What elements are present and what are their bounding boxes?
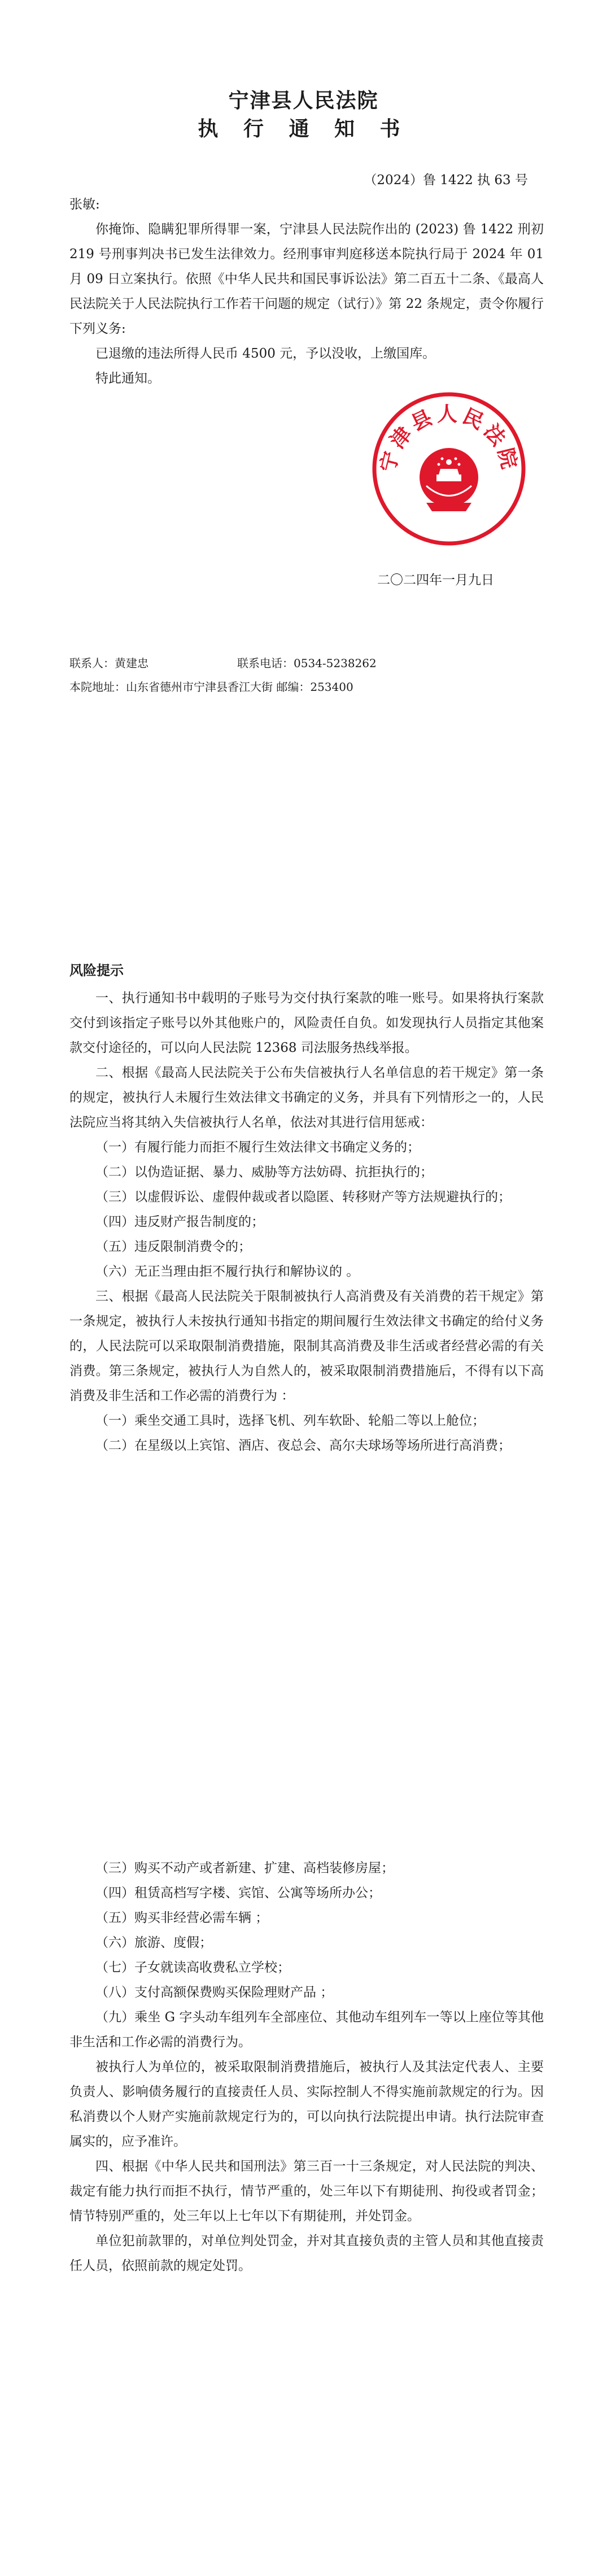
risk-paragraph: （三）购买不动产或者新建、扩建、高档装修房屋； [95,1861,394,1876]
risk-section-1 [69,986,544,1458]
risk-paragraph: （五）违反限制消费令的； [95,1239,251,1254]
seal-text: 宁津县人民法院 [375,402,522,475]
risk-paragraph: （六）旅游、度假； [95,1935,212,1950]
risk-section-2 [69,1856,544,2278]
risk-paragraph: （三）以虚假诉讼、虚假仲裁或者以隐匿、转移财产等方法规避执行的； [95,1190,511,1204]
addressee: 张敏: [69,197,100,212]
court-address: 本院地址：山东省德州市宁津县香江大街 邮编：253400 [69,680,353,694]
issue-date: 二〇二四年一月九日 [377,573,494,588]
risk-paragraph: （六）无正当理由拒不履行执行和解协议的 。 [95,1264,360,1279]
risk-paragraph: （九）乘坐 G 字头动车组列车全部座位、其他动车组列车一等以上座位等其他非生活和工作必需的消费行为。 [69,2010,544,2050]
risk-paragraph: （七）子女就读高收费私立学校； [95,1960,290,1975]
risk-paragraph: 三、根据《最高人民法院关于限制被执行人高消费及有关消费的若干规定》第一条规定，被执行人未按执行通知书指定的期间履行生效法律文书确定的给付义务的，人民法院可以采取限制消费措施，限制其高消费及非生活或者经营必需的有关消费。第三条规定，被执行人为自然人的，被采取限制消费措施后，不得有以下高消费及非生活和工作必需的消费行为 ： [69,1289,544,1403]
court-seal [370,390,528,548]
contact-phone: 联系电话：0534-5238262 [237,656,377,670]
risk-paragraph: （五）购买非经营必需车辆 ； [95,1911,269,1925]
risk-paragraph: 被执行人为单位的，被采取限制消费措施后，被执行人及其法定代表人、主要负责人、影响债务履行的直接责任人员、实际控制人不得实施前款规定的行为。因私消费以个人财产实施前款规定行为的，可以向执行法院提出申请。执行法院审查属实的，应予准许。 [69,2060,544,2149]
document-title: 执 行 通 知 书 [198,117,409,141]
notice-paragraph: 已退缴的违法所得人民币 4500 元，予以没收，上缴国库。 [95,346,436,361]
risk-paragraph: （四）违反财产报告制度的； [95,1215,264,1229]
risk-paragraph: （二）以伪造证据、暴力、威胁等方法妨碍、抗拒执行的； [95,1165,433,1180]
court-title: 宁津县人民法院 [228,89,379,112]
risk-paragraph: （四）租赁高档写字楼、宾馆、公寓等场所办公； [95,1886,381,1900]
risk-paragraph: （二）在星级以上宾馆、酒店、夜总会、高尔夫球场等场所进行高消费； [95,1438,511,1453]
risk-paragraph: （八）支付高额保费购买保险理财产品 ； [95,1985,334,2000]
risk-paragraph: 一、执行通知书中载明的子账号为交付执行案款的唯一账号。如果将执行案款交付到该指定子账号以外其他账户的，风险责任自负。如发现执行人员指定其他案款交付途径的，可以向人民法院 12368 司法服务热线举报。 [69,991,544,1055]
notice-paragraph: 特此通知。 [95,371,160,386]
notice-body [69,192,544,391]
risk-paragraph: 四、根据《中华人民共和国刑法》第三百一十三条规定，对人民法院的判决、裁定有能力执行而拒不执行，情节严重的，处三年以下有期徒刑、拘役或者罚金；情节特别严重的，处三年以上七年以下有期徒刑，并处罚金。 [69,2159,544,2223]
notice-paragraph: 你掩饰、隐瞒犯罪所得罪一案，宁津县人民法院作出的 (2023) 鲁 1422 刑初 219 号刑事判决书已发生法律效力。经刑事审判庭移送本院执行局于 2024 年 01 月 09 日立案执行。依照《中华人民共和国民事诉讼法》第二百五十二条、《最高人民法院关于人民法院执行工作若干问题的规定（试行）》第 22 条规定，责令你履行下列义务: [69,222,544,336]
case-number: （2024）鲁 1422 执 63 号 [364,173,528,188]
contact-person: 联系人：黄建忠 [69,656,149,670]
national-emblem-icon [420,448,478,511]
risk-paragraph: （一）有履行能力而拒不履行生效法律文书确定义务的； [95,1140,420,1155]
risk-paragraph: 单位犯前款罪的，对单位判处罚金，并对其直接负责的主管人员和其他直接责任人员，依照前款的规定处罚。 [69,2234,544,2273]
risk-paragraph: （一）乘坐交通工具时，选择飞机、列车软卧、轮船二等以上舱位； [95,1413,485,1428]
risk-heading: 风险提示 [69,962,124,978]
risk-paragraph: 二、根据《最高人民法院关于公布失信被执行人名单信息的若干规定》第一条的规定，被执行人未履行生效法律文书确定的义务，并具有下列情形之一的，人民法院应当将其纳入失信被执行人名单，依法对其进行信用惩戒： [69,1065,544,1130]
